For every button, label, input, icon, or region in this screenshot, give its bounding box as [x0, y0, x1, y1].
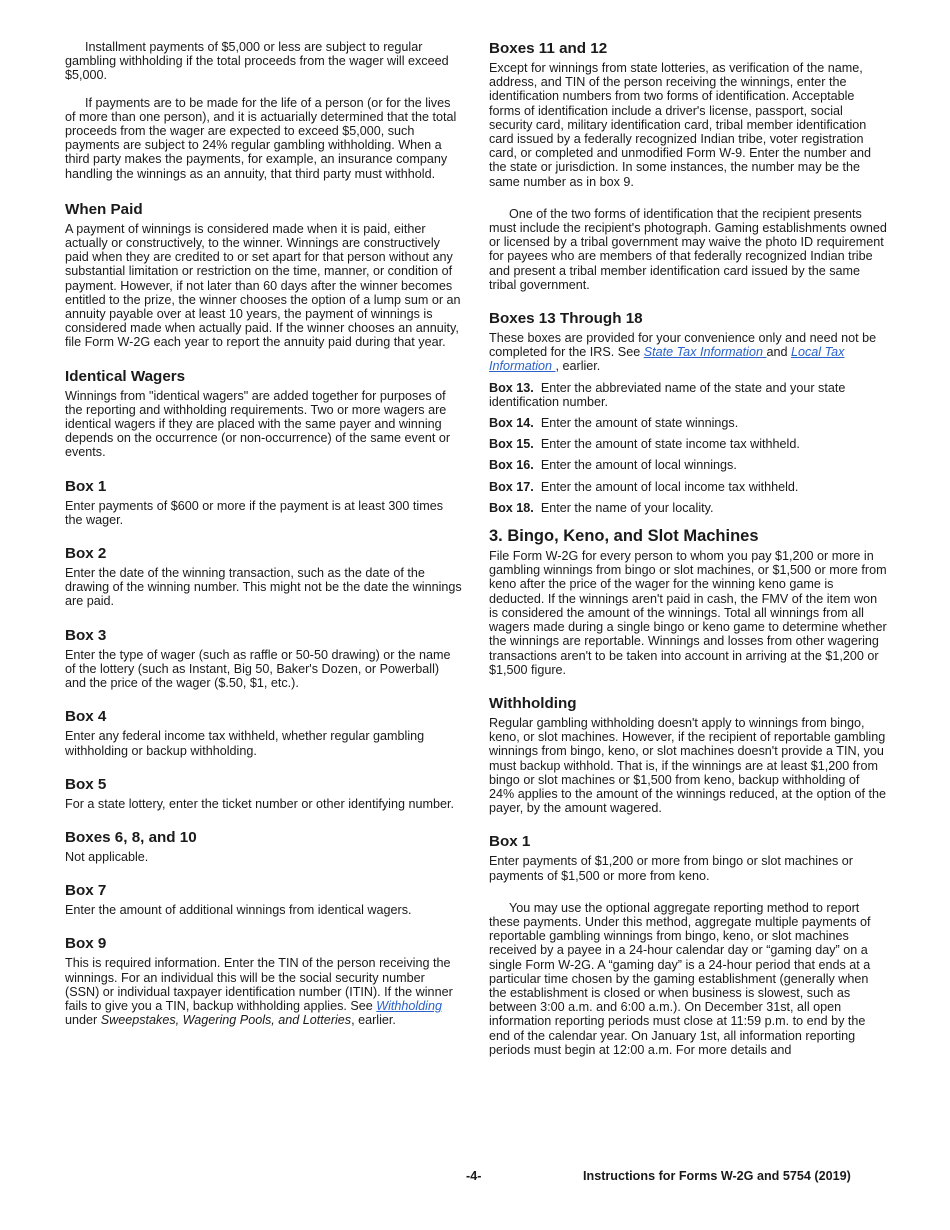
left-column — [65, 40, 462, 1027]
page-number: -4- — [466, 1169, 482, 1183]
box-16-label: Box 16. — [489, 458, 534, 473]
box-17-label: Box 17. — [489, 479, 534, 494]
list-item-box-18 — [489, 501, 887, 515]
box-9-end: , earlier. — [351, 1013, 396, 1028]
box-14-text: Enter the amount of state winnings. — [540, 416, 739, 431]
list-item-box-16 — [489, 458, 887, 472]
heading-box-2: Box 2 — [65, 545, 107, 563]
paragraph-box-2: Enter the date of the winning transaction, such as the date of the drawing of the winning number. This might not be the date the winnings are paid. — [65, 566, 462, 609]
paragraph-box-3: Enter the type of wager (such as raffle or 50-50 drawing) or the name of the lottery (such as Instant, Big 50, Baker's Dozen, or Powerball) and the price of the wager ($.50, $1, etc.). — [65, 647, 451, 691]
heading-box-4: Box 4 — [65, 708, 107, 726]
heading-withholding: Withholding — [489, 694, 577, 712]
heading-boxes-11-12: Boxes 11 and 12 — [489, 40, 608, 57]
box-15-label: Box 15. — [489, 437, 534, 452]
heading-bingo-keno-slots: 3. Bingo, Keno, and Slot Machines — [489, 527, 759, 546]
boxes-13-18-end: , earlier. — [555, 359, 601, 374]
paragraph-aggregate-reporting: You may use the optional aggregate reporting method to report these payments. Under this method, aggregate multiple payments of reportable gambling winnings from bingo, keno, or slot machines received by a payee in a 24-hour calendar day or “gaming day” on a single Form W-2G. A “gaming day” is a 24-hour period that ends at a particular time chosen by the gaming establishment (generally when the establishment is closed or when business is slowest, such as between 3:00 a.m. and 6:00 a.m.). On December 31st, all open information reporting periods must close at 11:59 p.m. to end by the end of the calendar year. On January 1st, all information reporting periods must begin at 12:00 a.m. For more details and — [489, 900, 871, 1057]
state-tax-info-link[interactable]: State Tax Information — [643, 345, 767, 360]
paragraph-right-box-1: Enter payments of $1,200 or more from bingo or slot machines or payments of $1,500 or more from keno. — [489, 854, 853, 883]
box-18-text: Enter the name of your locality. — [540, 500, 714, 515]
paragraph-withholding: Regular gambling withholding doesn't apply to winnings from bingo, keno, or slot machines. However, if the recipient of reportable gambling winnings from bingo, keno, or slot machines doesn't provide a TIN, you must backup withhold. That is, if the winnings are at least $1,200 from bingo or slot machines or $1,500 from keno, backup withholding of 24% applies to the amount of the winnings reduced, at the option of the payer, by the amount wagered. — [489, 715, 886, 816]
heading-right-box-1: Box 1 — [489, 833, 531, 851]
paragraph-box-4: Enter any federal income tax withheld, whether regular gambling withholding or backup withholding. — [65, 729, 425, 758]
heading-boxes-13-18: Boxes 13 Through 18 — [489, 310, 643, 328]
paragraph-life-payments: If payments are to be made for the life of a person (or for the lives of more than one person), and it is actuarially determined that the total proceeds from the wager are expected to exceed $5,000, such payments are subject to 24% regular gambling withholding. When a third party makes the payments, for example, an insurance company handling the winnings as an annuity, that third party must withhold. — [65, 95, 457, 181]
local-tax-info-link[interactable]: Local Tax Information — [489, 345, 845, 374]
paragraph-box-1: Enter payments of $600 or more if the payment is at least 300 times the wager. — [65, 498, 444, 527]
list-item-box-13 — [489, 381, 887, 409]
list-item-box-15 — [489, 437, 887, 451]
heading-boxes-6-8-10: Boxes 6, 8, and 10 — [65, 828, 197, 846]
box-14-label: Box 14. — [489, 416, 534, 431]
box-13-label: Box 13. — [489, 380, 534, 395]
heading-when-paid: When Paid — [65, 200, 143, 218]
paragraph-when-paid: A payment of winnings is considered made when it is paid, either actually or constructively, to the winner. Winnings are constructively paid when they are credited to or set apart for that person without any substantial limitation or restriction on the time, manner, or condition of payment. However, if not later than 60 days after the winner becomes entitled to the prize, the winner chooses the option of a lump sum or an annuity payable over at least 10 years, the payment of winnings is considered made when actually paid. If the winner chooses an annuity, file Form W-2G each year to report the annuity paid during that year. — [65, 221, 461, 350]
paragraph-photo-id: One of the two forms of identification that the recipient presents must include the recipient's photograph. Gaming establishments owned or licensed by a tribal government may waive the photo ID requirement for payees who are members of that federally recognized Indian tribe and present a tribal member identification card issued by the same tribal government. — [489, 206, 887, 292]
box-9-text: This is required information. Enter the TIN of the person receiving the winnings. For an individual this will be the social security number (SSN) or individual taxpayer identification number (ITIN). If the winner fails to give you a TIN, backup withholding applies. See — [65, 956, 453, 1013]
box-17-text: Enter the amount of local income tax withheld. — [540, 479, 799, 494]
list-item-box-14 — [489, 416, 887, 430]
heading-box-3: Box 3 — [65, 626, 107, 644]
paragraph-bingo-keno-slots: File Form W-2G for every person to whom you pay $1,200 or more in gambling winnings from bingo or slot machines, or $1,500 or more from keno after the price of the wager for the winning keno game is deducted. If the winnings aren't paid in cash, the FMV of the item won is considered the amount of the winnings. Total all winnings from all wagers made during a single bingo or keno game to determine whether the winnings are reportable. Winnings and losses from other wagering transactions aren't to be taken into account in arriving at the $1,200 or $1,500 figure. — [489, 549, 887, 677]
boxes-13-18-text: These boxes are provided for your convenience only and need not be completed for the IRS. See — [489, 331, 877, 360]
footer-title: Instructions for Forms W-2G and 5754 (2019) — [583, 1169, 851, 1183]
paragraph-installment: Installment payments of $5,000 or less are subject to regular gambling withholding if the total proceeds from the wager will exceed $5,000. — [65, 40, 449, 83]
list-item-box-17 — [489, 480, 887, 494]
box-15-text: Enter the amount of state income tax withheld. — [540, 437, 800, 452]
heading-box-7: Box 7 — [65, 882, 107, 900]
box-18-label: Box 18. — [489, 500, 534, 515]
paragraph-box-7: Enter the amount of additional winnings from identical wagers. — [65, 903, 412, 918]
right-column — [489, 40, 887, 1057]
paragraph-boxes-11-12: Except for winnings from state lotteries, as verification of the name, address, and TIN of the person receiving the winnings, enter the identification numbers from two forms of identification. Acceptable forms of identification include a driver's license, passport, social security card, military identification card, tribal member identification card issued by a federally recognized Indian tribe, voter registration card, or completed and unmodified Form W-9. Enter the number and the state or jurisdiction. In some instances, the number may be the same number as in box 9. — [489, 61, 871, 189]
paragraph-boxes-13-18 — [489, 331, 887, 374]
box-16-text: Enter the amount of local winnings. — [540, 458, 737, 473]
paragraph-box-9 — [65, 956, 462, 1027]
box-9-mid: under — [65, 1013, 101, 1028]
heading-box-9: Box 9 — [65, 935, 107, 953]
heading-box-1: Box 1 — [65, 477, 107, 495]
paragraph-identical-wagers: Winnings from "identical wagers" are added together for purposes of the reporting and withholding requirements. Two or more wagers are identical wagers if they are placed with the same payer and winning depends on the occurrence (or non-occurrence) of the same event or events. — [65, 388, 451, 460]
box-13-text: Enter the abbreviated name of the state and your state identification number. — [489, 380, 846, 409]
boxes-13-18-and: and — [766, 345, 791, 360]
paragraph-boxes-6-8-10: Not applicable. — [65, 849, 149, 864]
paragraph-box-5: For a state lottery, enter the ticket number or other identifying number. — [65, 796, 454, 811]
heading-identical-wagers: Identical Wagers — [65, 367, 186, 385]
withholding-link[interactable]: Withholding — [376, 998, 442, 1013]
heading-box-5: Box 5 — [65, 775, 107, 793]
box-9-italic-ref: Sweepstakes, Wagering Pools, and Lotteries — [100, 1013, 352, 1028]
